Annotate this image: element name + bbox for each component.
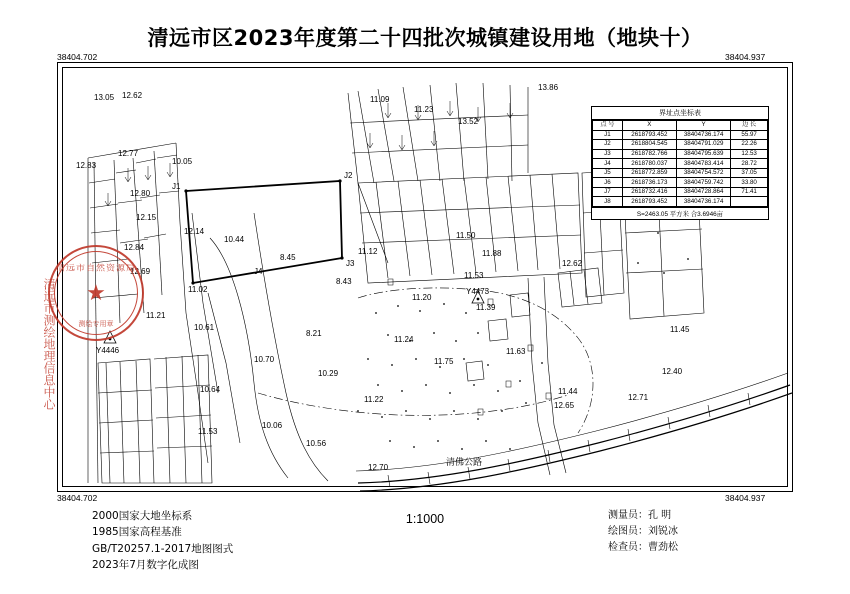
cell-length: 55.97: [731, 130, 768, 140]
elevation-label: 8.43: [336, 277, 352, 286]
footer-notes: [92, 508, 233, 573]
elevation-label: 11.75: [434, 357, 454, 366]
elevation-label: 11.22: [364, 395, 384, 404]
elevation-label: 13.05: [94, 93, 115, 102]
elevation-label: 11.23: [414, 105, 434, 114]
cell-length: 22.26: [731, 140, 768, 150]
elevation-label: 10.44: [224, 235, 245, 244]
signature-row: [608, 540, 678, 556]
cell-x: 2618782.766: [622, 149, 676, 159]
footer-note-line: GB/T20257.1-2017地图图式: [92, 542, 234, 555]
elevation-label: 10.06: [262, 421, 283, 430]
elevation-label: 12.14: [184, 227, 205, 236]
elevation-label: 11.88: [482, 249, 502, 258]
cell-length: 28.72: [731, 159, 768, 169]
footer-signatures: [608, 508, 678, 557]
coordinate-table-title: 界址点坐标表: [592, 107, 768, 120]
cell-x: 2618780.037: [622, 159, 676, 169]
map-frame[interactable]: [57, 62, 793, 492]
elevation-label: 12.65: [554, 401, 575, 410]
table-row: [593, 187, 768, 197]
coordinate-table-footer: S=2463.05 平方米 合3.6946亩: [592, 207, 768, 219]
cell-length: 71.41: [731, 187, 768, 197]
table-row: [593, 168, 768, 178]
table-row: [593, 149, 768, 159]
cell-x: 2618804.545: [622, 140, 676, 150]
parcel-point-J3: J3: [346, 259, 355, 268]
elevation-label: 11.09: [370, 95, 390, 104]
parcel-point-J1: J1: [172, 182, 181, 191]
elevation-label: 11.21: [146, 311, 166, 320]
elevation-label: 11.50: [456, 231, 476, 240]
elevation-label: 12.71: [628, 393, 649, 402]
cell-y: 38404736.174: [677, 130, 731, 140]
elevation-label: 12.84: [124, 243, 145, 252]
cell-length: 12.53: [731, 149, 768, 159]
frame-coord-top-left-x: 38404.702: [57, 52, 98, 62]
cell-x: 2618793.452: [622, 130, 676, 140]
elevation-label: 11.20: [412, 293, 432, 302]
elevation-label: 10.56: [306, 439, 327, 448]
elevation-label: 11.24: [394, 335, 414, 344]
cell-point: J6: [593, 178, 623, 188]
seal-bottom-text: 测绘专用章: [78, 320, 114, 328]
col-y: Y: [677, 121, 731, 131]
elevation-label: 10.05: [172, 157, 193, 166]
table-row: [593, 197, 768, 207]
elevation-label: 10.61: [194, 323, 215, 332]
elevation-label: 12.62: [562, 259, 583, 268]
table-row: [593, 140, 768, 150]
frame-coord-bottom-left-x: 38404.702: [57, 493, 98, 503]
cell-point: J8: [593, 197, 623, 207]
elevation-label: 10.64: [200, 385, 221, 394]
frame-coord-top-right-x: 38404.937: [725, 52, 766, 62]
cell-x: 2618772.859: [622, 168, 676, 178]
frame-coord-bottom-right-x: 38404.937: [725, 493, 766, 503]
elevation-label: 12.69: [130, 267, 151, 276]
seal-top-text: 清远市自然资源局: [55, 264, 136, 274]
elevation-label: 13.86: [538, 83, 559, 92]
col-length: 边 长: [731, 121, 768, 131]
star-icon: ★: [86, 280, 106, 305]
cell-point: J2: [593, 140, 623, 150]
elevation-label: 13.52: [458, 117, 479, 126]
cell-point: J1: [593, 130, 623, 140]
signature-value: 刘锐冰: [648, 526, 678, 538]
footer-note-line: 2023年7月数字化成图: [92, 558, 199, 571]
coordinate-table: [591, 106, 769, 220]
table-row: [593, 159, 768, 169]
cell-length: [731, 197, 768, 207]
cell-length: 37.05: [731, 168, 768, 178]
cell-x: 2618793.452: [622, 197, 676, 207]
page-title: 清远市区2023年度第二十四批次城镇建设用地（地块十）: [147, 26, 703, 50]
footer-note-line: 2000国家大地坐标系: [92, 510, 193, 522]
cell-y: 38404754.572: [677, 168, 731, 178]
signature-label: 测量员：: [608, 510, 648, 521]
cell-y: 38404728.864: [677, 187, 731, 197]
elevation-label: 12.40: [662, 367, 683, 376]
parcel-point-J4: J4: [254, 267, 263, 276]
official-seal: [48, 245, 144, 341]
elevation-label: 10.70: [254, 355, 275, 364]
watermark-text: 清远市测绘地理信息中心: [42, 278, 56, 410]
signature-row: [608, 524, 678, 540]
table-header-row: [593, 121, 768, 131]
col-x: X: [622, 121, 676, 131]
elevation-label: 11.44: [558, 387, 578, 396]
elevation-label: 12.70: [368, 463, 389, 472]
signature-value: 曹劲松: [648, 542, 678, 554]
elevation-label: 12.83: [76, 161, 97, 170]
elevation-label: 11.39: [476, 303, 496, 312]
elevation-label: 12.77: [118, 149, 139, 158]
cell-x: 2618736.173: [622, 178, 676, 188]
coordinate-table-grid: [592, 120, 768, 207]
elevation-label: 11.63: [506, 347, 526, 356]
cell-length: 33.80: [731, 178, 768, 188]
cell-point: J3: [593, 149, 623, 159]
table-row: [593, 130, 768, 140]
cell-y: 38404795.639: [677, 149, 731, 159]
cell-y: 38404759.742: [677, 178, 731, 188]
cell-y: 38404783.414: [677, 159, 731, 169]
scale-label: 1:1000: [405, 512, 445, 526]
elevation-label: 11.12: [358, 247, 378, 256]
cell-y: 38404736.174: [677, 197, 731, 207]
parcel-point-J2: J2: [344, 171, 353, 180]
elevation-label: 12.15: [136, 213, 157, 222]
control-point-Y4473: Y4473: [466, 287, 490, 296]
cell-y: 38404791.029: [677, 140, 731, 150]
elevation-label: 8.21: [306, 329, 322, 338]
elevation-label: 11.02: [188, 285, 208, 294]
elevation-label: 12.80: [130, 189, 151, 198]
elevation-label: 8.45: [280, 253, 296, 262]
cell-point: J4: [593, 159, 623, 169]
control-point-Y4446: Y4446: [96, 346, 120, 355]
elevation-label: 12.62: [122, 91, 143, 100]
road-label: 清佛公路: [446, 458, 483, 468]
col-point: 点 号: [593, 121, 623, 131]
signature-label: 绘图员：: [608, 526, 648, 538]
cell-point: J7: [593, 187, 623, 197]
footer-note-line: 1985国家高程基准: [92, 526, 182, 539]
elevation-label: 10.29: [318, 369, 339, 378]
signature-label: 检查员：: [608, 542, 648, 554]
cell-x: 2618732.416: [622, 187, 676, 197]
elevation-label: 11.53: [464, 271, 484, 280]
signature-value: 孔 明: [648, 510, 672, 521]
table-row: [593, 178, 768, 188]
elevation-label: 11.45: [670, 325, 690, 334]
cell-point: J5: [593, 168, 623, 178]
elevation-label: 11.53: [198, 427, 218, 436]
signature-row: [608, 508, 678, 524]
